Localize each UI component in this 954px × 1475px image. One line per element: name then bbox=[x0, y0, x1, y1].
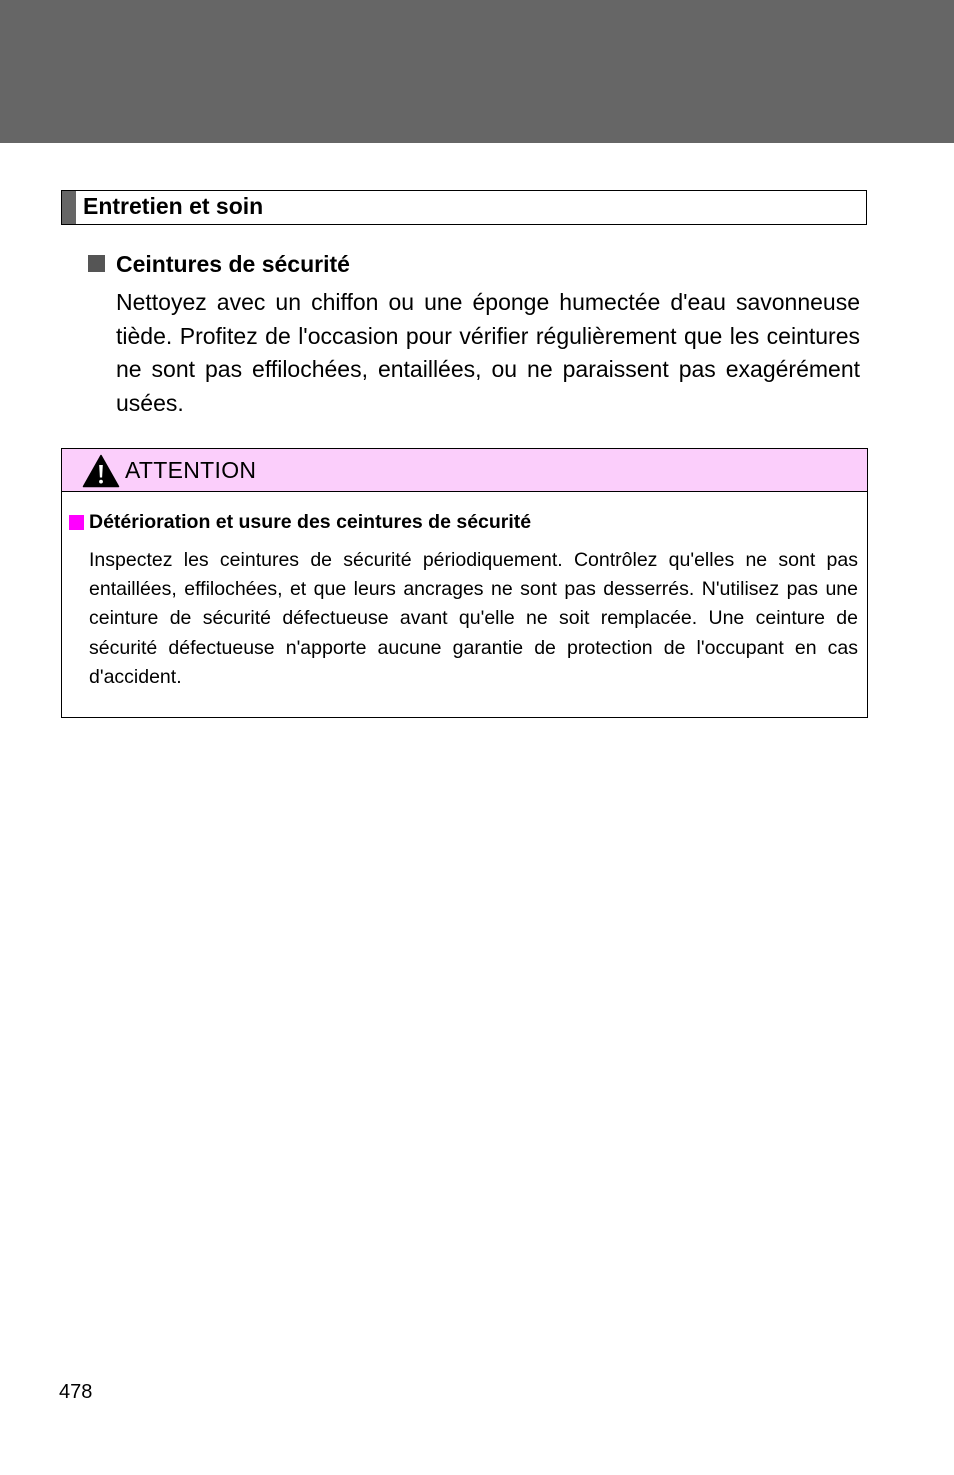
warning-item bbox=[69, 510, 858, 692]
page-number: 478 bbox=[59, 1381, 93, 1403]
square-bullet-icon bbox=[88, 255, 105, 272]
magenta-square-bullet-icon bbox=[69, 515, 84, 530]
section-header-marker bbox=[62, 191, 76, 224]
top-header-band bbox=[0, 0, 954, 143]
subsection-body: Nettoyez avec un chiffon ou une éponge humectée d'eau savonneuse tiède. Profitez de l'occasion pour vérifier régulièrement que les ceintures ne sont pas effilochées, entaillées, ou ne paraissent pas exagérément usées. bbox=[116, 289, 860, 416]
subsection-seat-belts bbox=[88, 249, 860, 420]
subsection-heading bbox=[88, 249, 860, 279]
warning-box bbox=[61, 448, 868, 718]
warning-title: ATTENTION bbox=[125, 457, 257, 483]
warning-item-heading bbox=[69, 510, 858, 534]
warning-header bbox=[62, 449, 867, 492]
subsection-heading-text: Ceintures de sécurité bbox=[116, 251, 350, 277]
section-title: Entretien et soin bbox=[83, 193, 264, 219]
warning-item-heading-text: Détérioration et usure des ceintures de sécurité bbox=[89, 511, 532, 533]
warning-triangle-icon bbox=[82, 454, 120, 488]
section-header bbox=[61, 190, 867, 225]
warning-item-body: Inspectez les ceintures de sécurité périodiquement. Contrôlez qu'elles ne sont pas entaillées, effilochées, et que leurs ancrages ne sont pas desserrés. N'utilisez pas une ceinture de sécurité défectueuse avant qu'elle ne soit remplacée. Une ceinture de sécurité défectueuse n'apporte aucune garantie de protection de l'occupant en cas d'accident. bbox=[89, 549, 858, 688]
